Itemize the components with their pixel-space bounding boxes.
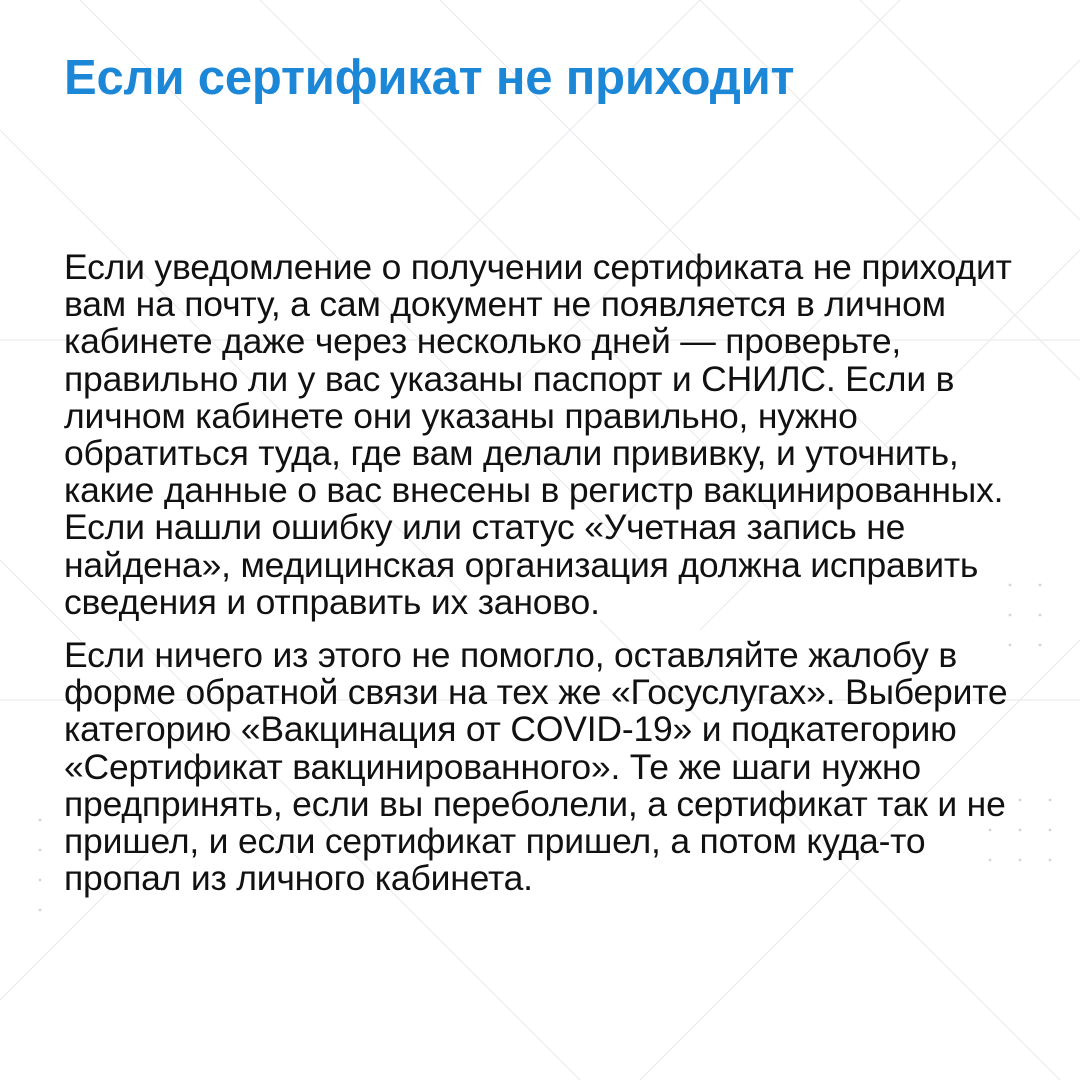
page-title: Если сертификат не приходит [64,51,795,105]
text-content [64,48,1024,897]
paragraph-certificate-not-received: Если уведомление о получении сертификата не приходит вам на почту, а сам документ не появляется в личном кабинете даже через несколько дней — проверьте, правильно ли у вас указаны паспорт и СНИЛС. Если в личном кабинете они указаны правильно, нужно обратиться туда, где вам делали прививку, и уточнить, какие данные о вас внесены в регистр вакцинированных. Если нашли ошибку или статус «Учетная запись не найдена», медицинская организация должна исправить сведения и отправить их заново. [64,247,1012,622]
paragraph-complaint-instructions: Если ничего из этого не помогло, оставляйте жалобу в форме обратной связи на тех же «Госуслугах». Выберите категорию «Вакцинация от COVID-19» и подкатегорию «Сертификат вакцинированного». Те же шаги нужно предпринять, если вы переболели, а сертификат так и не пришел, и если сертификат пришел, а потом куда-то пропал из личного кабинета. [64,635,1008,899]
